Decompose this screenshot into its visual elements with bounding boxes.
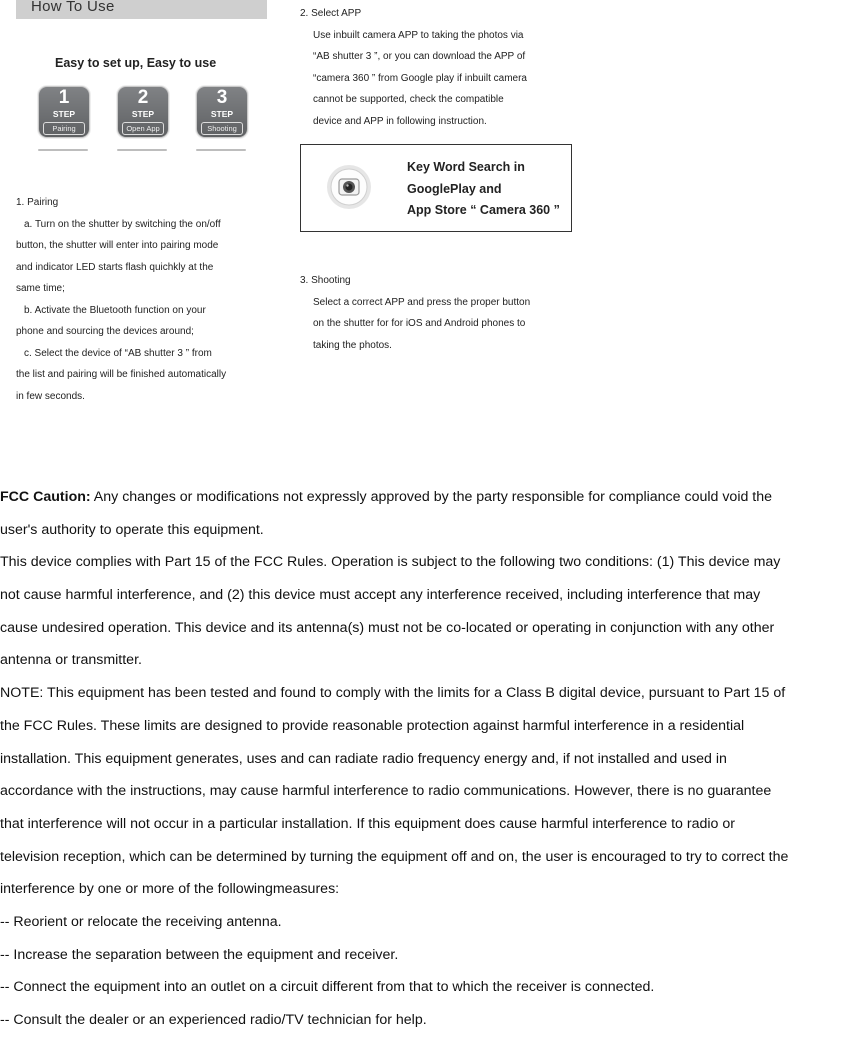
search-line: Key Word Search in bbox=[407, 160, 525, 174]
fcc-line: accordance with the instructions, may cause harmful interference to radio communications. However, there is no guarantee bbox=[0, 783, 772, 800]
camera-360-icon bbox=[325, 163, 373, 211]
select-app-line: “camera 360 ” from Google play if inbuilt camera bbox=[313, 72, 527, 84]
pairing-line: same time; bbox=[16, 283, 65, 294]
fcc-line: television reception, which can be determined by turning the equipment off and on, the user is encouraged to try to correct the bbox=[0, 848, 789, 865]
pairing-instructions bbox=[16, 192, 266, 407]
pairing-line: c. Select the device of “AB shutter 3 ” from bbox=[24, 347, 212, 359]
fcc-caution-label: FCC Caution: bbox=[0, 489, 91, 505]
steps-row bbox=[38, 86, 258, 154]
keyword-search-box bbox=[300, 144, 572, 232]
pairing-line: b. Activate the Bluetooth function on your bbox=[24, 304, 206, 316]
fcc-measure: -- Consult the dealer or an experienced radio/TV technician for help. bbox=[0, 1012, 427, 1028]
step-number: 3 bbox=[216, 87, 228, 108]
fcc-line: user's authority to operate this equipment. bbox=[0, 521, 264, 538]
fcc-line: the FCC Rules. These limits are designed to provide reasonable protection against harmful interference in a residential bbox=[0, 717, 745, 734]
shooting-instructions bbox=[300, 270, 600, 356]
shooting-line: taking the photos. bbox=[313, 339, 392, 351]
fcc-line: not cause harmful interference, and (2) this device must accept any interference received, including interference that may bbox=[0, 587, 761, 604]
fcc-measure: -- Increase the separation between the equipment and receiver. bbox=[0, 946, 399, 963]
step-label: Shooting bbox=[201, 122, 243, 135]
step-3-badge bbox=[196, 86, 248, 138]
step-shadow bbox=[38, 149, 88, 151]
fcc-line: interference by one or more of the followingmeasures: bbox=[0, 881, 340, 898]
step-label: Open App bbox=[122, 122, 164, 135]
fcc-line: cause undesired operation. This device and its antenna(s) must not be co-located or operating in conjunction with any other bbox=[0, 619, 775, 636]
how-to-use-title: How To Use bbox=[31, 0, 115, 15]
step-label: Pairing bbox=[43, 122, 85, 135]
step-1-badge bbox=[38, 86, 90, 138]
select-app-line: Use inbuilt camera APP to taking the photos via bbox=[313, 29, 524, 41]
step-shadow bbox=[196, 149, 246, 151]
step-shadow bbox=[117, 149, 167, 151]
pairing-line: in few seconds. bbox=[16, 390, 85, 402]
search-line: App Store “ Camera 360 ” bbox=[407, 203, 560, 217]
pairing-line: the list and pairing will be finished automatically bbox=[16, 369, 227, 380]
fcc-caution-text: Any changes or modifications not expressly approved by the party responsible for compliance could void the bbox=[90, 489, 773, 505]
fcc-statement bbox=[0, 485, 864, 1041]
fcc-measure: -- Reorient or relocate the receiving antenna. bbox=[0, 913, 282, 930]
how-to-use-header bbox=[16, 0, 267, 19]
step-number: 1 bbox=[58, 87, 70, 108]
fcc-line: that interference will not occur in a particular installation. If this equipment does cause harmful interference to radio or bbox=[0, 815, 735, 832]
fcc-line: This device complies with Part 15 of the FCC Rules. Operation is subject to the following two conditions: (1) This device may bbox=[0, 554, 781, 571]
fcc-line: NOTE: This equipment has been tested and found to comply with the limits for a Class B digital device, pursuant to Part 15 of bbox=[0, 685, 786, 702]
select-app-instructions bbox=[300, 3, 600, 132]
select-app-heading: 2. Select APP bbox=[300, 8, 362, 19]
pairing-line: phone and sourcing the devices around; bbox=[16, 326, 194, 337]
shooting-line: Select a correct APP and press the proper button bbox=[313, 296, 531, 308]
select-app-line: cannot be supported, check the compatible bbox=[313, 94, 504, 105]
select-app-line: “AB shutter 3 ”, or you can download the APP of bbox=[313, 51, 526, 62]
fcc-caution-line bbox=[0, 485, 864, 518]
shooting-heading: 3. Shooting bbox=[300, 275, 351, 286]
select-app-line: device and APP in following instruction. bbox=[313, 115, 487, 127]
fcc-line: installation. This equipment generates, uses and can radiate radio frequency energy and, if not installed and used in bbox=[0, 750, 727, 767]
pairing-line: button, the shutter will enter into pairing mode bbox=[16, 240, 219, 251]
pairing-line: and indicator LED starts flash quichkly at the bbox=[16, 261, 214, 273]
search-line: GooglePlay and bbox=[407, 181, 502, 196]
shooting-line: on the shutter for for iOS and Android phones to bbox=[313, 318, 526, 329]
step-word: STEP bbox=[52, 109, 76, 119]
pairing-heading: 1. Pairing bbox=[16, 197, 59, 208]
step-number: 2 bbox=[137, 87, 149, 108]
tagline: Easy to set up, Easy to use bbox=[55, 56, 217, 70]
fcc-measure: -- Connect the equipment into an outlet on a circuit different from that to which the receiver is connected. bbox=[0, 979, 655, 996]
step-2-badge bbox=[117, 86, 169, 138]
pairing-line: a. Turn on the shutter by switching the on/off bbox=[24, 218, 221, 230]
keyword-search-text bbox=[407, 157, 560, 222]
step-word: STEP bbox=[210, 109, 234, 119]
step-word: STEP bbox=[131, 109, 155, 119]
fcc-line: antenna or transmitter. bbox=[0, 652, 142, 669]
